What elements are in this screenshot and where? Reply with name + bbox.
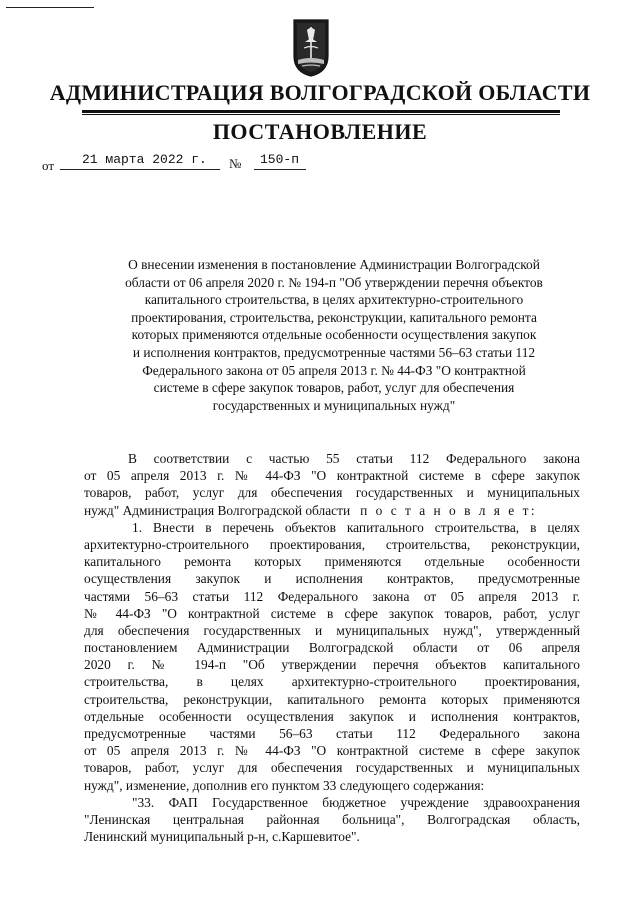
body-line: "Ленинская центральная районная больница", Волгоградская область, — [84, 811, 580, 827]
body-line: постановлением Администрации Волгоградской области от 06 апреля — [84, 640, 580, 656]
subject-line: Федерального закона от 05 апреля 2013 г. № 44-ФЗ "О контрактной — [142, 362, 526, 378]
body-line: от 05 апреля 2013 г. № 44-ФЗ "О контрактной системе в сфере закупок — [84, 743, 580, 759]
subject-line: О внесении изменения в постановление Администрации Волгоградской — [128, 257, 540, 272]
body-line: "33. ФАП Государственное бюджетное учреждение здравоохранения — [132, 794, 580, 810]
document-date: 21 марта 2022 г. — [60, 152, 220, 170]
subject-line: которых применяются отдельные особенности осуществления закупок — [131, 327, 537, 343]
top-edge-rule — [6, 7, 94, 8]
body-line: отдельные особенности осуществления закупок и исполнения контрактов, — [84, 708, 580, 724]
body-line — [84, 502, 580, 519]
subject-line: капитального строительства, в целях архитектурно-строительного — [144, 292, 524, 308]
coat-of-arms-icon — [292, 18, 330, 78]
body-line: частями 56–63 статьи 112 Федерального закона от 05 апреля 2013 г. — [84, 588, 580, 604]
resolves-word: п о с т а н о в л я е т: — [360, 502, 538, 518]
body-line: В соответствии с частью 55 статьи 112 Федерального закона — [128, 451, 580, 466]
document-subject — [98, 256, 570, 414]
body-line: 1. Внести в перечень объектов капитального строительства, в целях — [132, 519, 580, 535]
body-line: осуществления закупок и исполнения контрактов, предусмотренные — [84, 571, 580, 587]
number-label: № — [229, 156, 242, 171]
subject-line: государственных и муниципальных нужд" — [212, 397, 456, 413]
body-line: капитального ремонта которых применяются отдельные особенности — [84, 554, 580, 570]
subject-line: системе в сфере закупок товаров, работ, услуг для обеспечения — [153, 380, 515, 396]
body-line: архитектурно-строительного проектирования, строительства, реконструкции, — [84, 536, 580, 552]
body-line: предусмотренные частями 56–63 статьи 112 Федерального закона — [84, 726, 580, 741]
subject-line: и исполнения контрактов, предусмотренные частями 56–63 статьи 112 — [132, 344, 536, 360]
body-line: № 44-ФЗ "О контрактной системе в сфере закупок товаров, работ, услуг — [84, 605, 580, 621]
body-line: от 05 апреля 2013 г. № 44-ФЗ "О контрактной системе в сфере закупок — [84, 468, 580, 484]
header-rule-thick — [82, 110, 560, 113]
issuer-title: АДМИНИСТРАЦИЯ ВОЛГОГРАДСКОЙ ОБЛАСТИ — [49, 80, 591, 105]
header-rule-thin — [82, 114, 560, 115]
body-line: строительства, в целях архитектурно-строительного проектирования, — [84, 674, 580, 690]
document-meta — [0, 152, 640, 174]
body-line: 2020 г. № 194-п "Об утверждении перечня объектов капитального — [84, 657, 580, 673]
body-line-text: нужд" Администрация Волгоградской области — [84, 502, 351, 518]
document-type: ПОСТАНОВЛЕНИЕ — [212, 119, 428, 144]
body-line: товаров, работ, услуг для обеспечения государственных и муниципальных — [84, 760, 580, 776]
document-body — [84, 450, 580, 845]
body-line: Ленинский муниципальный р-н, с.Каршевитое". — [84, 829, 360, 845]
subject-line: области от 06 апреля 2020 г. № 194-п "Об утверждении перечня объектов — [125, 274, 543, 290]
body-line: для обеспечения государственных и муниципальных нужд", утвержденный — [84, 622, 580, 638]
date-label: от — [42, 158, 55, 173]
body-line: товаров, работ, услуг для обеспечения государственных и муниципальных — [84, 485, 580, 501]
document-number: 150-п — [254, 152, 306, 170]
body-line: строительства, реконструкции, капитального ремонта которых применяются — [84, 691, 580, 707]
body-line: нужд", изменение, дополнив его пунктом 33 следующего содержания: — [84, 777, 485, 793]
subject-line: проектирования, строительства, реконструкции, капитального ремонта — [131, 309, 537, 325]
